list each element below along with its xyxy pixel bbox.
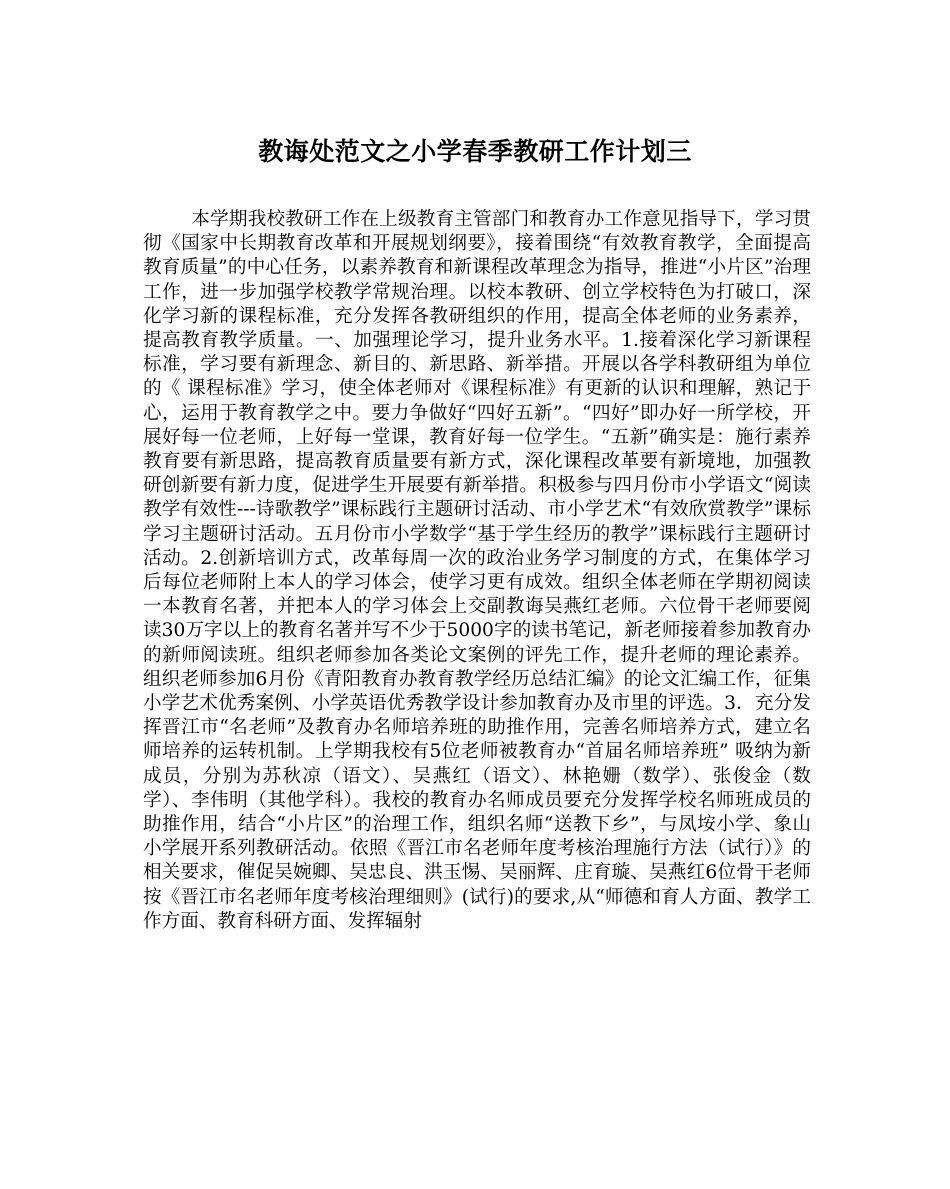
document-title: 教诲处范文之小学春季教研工作计划三 [258,137,692,166]
document-body-paragraph: 本学期我校教研工作在上级教育主管部门和教育办工作意见指导下，学习贯彻《国家中长期教育改革和开展规划纲要》，接着围绕“有效教育教学，全面提高教育质量”的中心任务，以素养教育和新课程改革理念为指导，推进“小片区”治理工作，进一步加强学校教学常规治理。以校本教研、创立学校特色为打破口，深化学习新的课程标准，充分发挥各教研组织的作用，提高全体老师的业务素养，提高教育教学质量。一、加强理论学习，提升业务水平。1.接着深化学习新课程标准，学习要有新理念、新目的、新思路、新举措。开展以各学科教研组为单位的《 课程标准》学习，使全体老师对《课程标准》有更新的认识和理解，熟记于心，运用于教育教学之中。要力争做好“四好五新”。“四好”即办好一所学校，开展好每一位老师，上好每一堂课，教育好每一位学生。“五新”确实是：施行素养教育要有新思路，提高教育质量要有新方式，深化课程改革要有新境地，加强教研创新要有新力度，促进学生开展要有新举措。积极参与四月份市小学语文“阅读教学有效性---诗歌教学”课标践行主题研讨活动、市小学艺术“有效欣赏教学”课标学习主题研讨活动。五月份市小学数学“基于学生经历的教学”课标践行主题研讨活动。2.创新培训方式，改革每周一次的政治业务学习制度的方式，在集体学习后每位老师附上本人的学习体会，使学习更有成效。组织全体老师在学期初阅读一本教育名著，并把本人的学习体会上交副教诲吴燕红老师。六位骨干老师要阅读30万字以上的教育名著并写不少于5000字的读书笔记，新老师接着参加教育办的新师阅读班。组织老师参加各类论文案例的评先工作，提升老师的理论素养。组织老师参加6月份《青阳教育办教育教学经历总结汇编》的论文汇编工作，征集小学艺术优秀案例、小学英语优秀教学设计参加教育办及市里的评选。3．充分发挥晋江市“名老师”及教育办名师培养班的助推作用，完善名师培养方式，建立名师培养的运转机制。上学期我校有5位老师被教育办“首届名师培养班” 吸纳为新成员，分别为苏秋凉（语文）、吴燕红（语文）、林艳姗（数学）、张俊金（数学）、李伟明（其他学科）。我校的教育办名师成员要充分发挥学校名师班成员的助推作用，结合“小片区”的治理工作，组织名师“送教下乡”，与凤垵小学、象山小学展开系列教研活动。依照《晋江市名老师年度考核治理施行方法（试行）》的相关要求，催促吴婉卿、吴忠良、洪玉惕、吴丽辉、庄育璇、吴燕红6位骨干老师按《晋江市名老师年度考核治理细则》(试行)的要求,从“师德和育人方面、教学工作方面、教育科研方面、发挥辐射 [143,209,811,932]
